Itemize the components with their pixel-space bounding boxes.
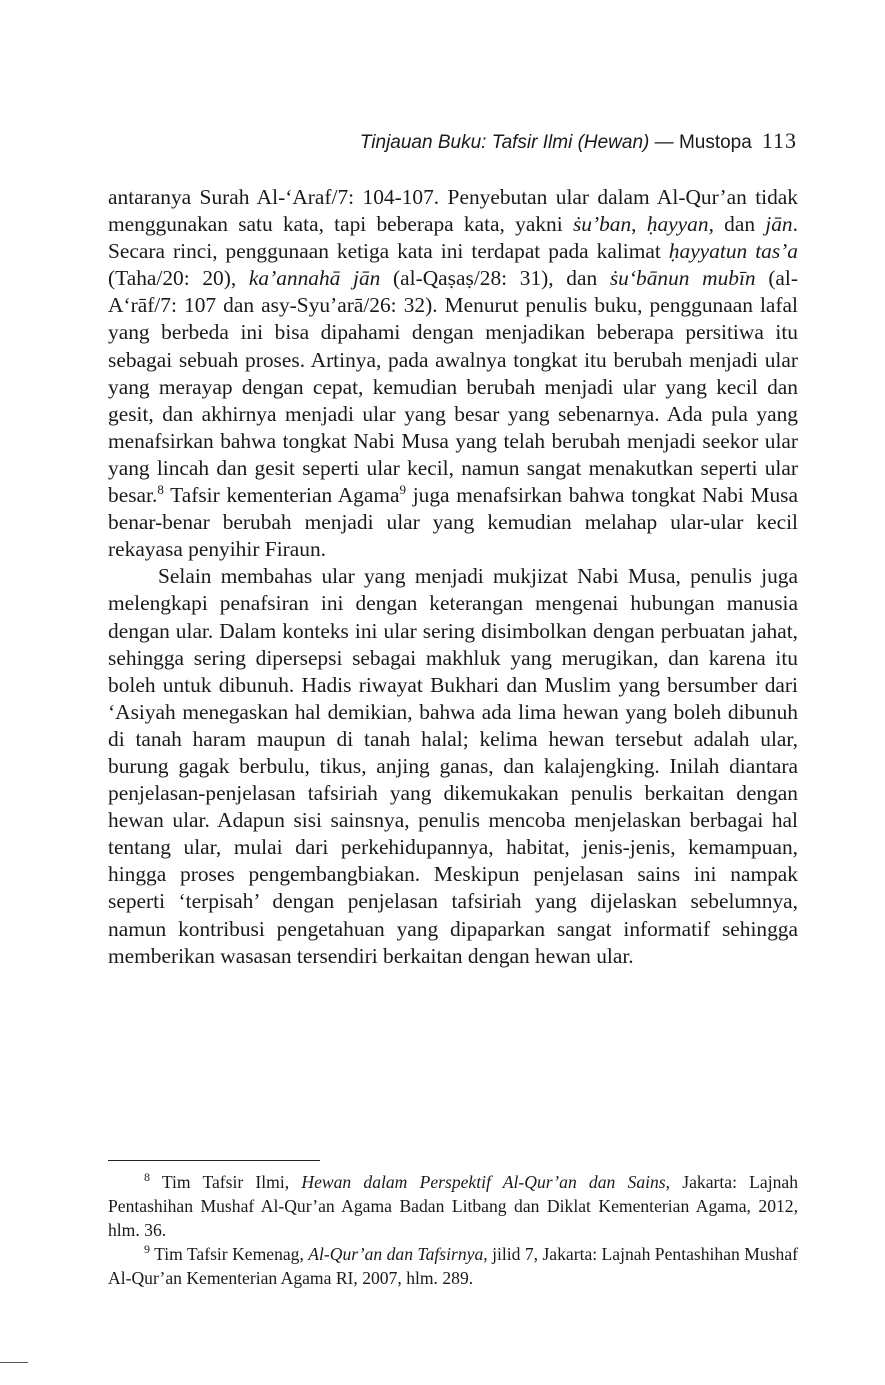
footnote-8 xyxy=(108,1170,798,1242)
transliteration: ṡu’ban xyxy=(572,212,632,237)
transliteration: ṡu‘bānun mubīn xyxy=(609,266,756,291)
footnote-text: , Jakarta: Lajnah Pentashihan Mushaf Al-Qur’an Agama Badan Litbang dan Diklat Kementerian Agama, 2012, hlm. 36. xyxy=(108,1172,799,1240)
running-header xyxy=(360,128,797,154)
page-number: 113 xyxy=(761,128,797,153)
header-author: Mustopa xyxy=(678,132,752,153)
footnote-9 xyxy=(108,1242,798,1290)
footnote-text: Tim Tafsir Ilmi, xyxy=(150,1172,302,1192)
transliteration: ḥayyatun tas’a xyxy=(668,239,798,264)
text-run: (al-Qaṣaṣ/28: 31), dan xyxy=(380,266,610,291)
footnote-title: Al-Qur’an dan Tafsirnya xyxy=(308,1244,484,1264)
footnote-text: , jilid 7, Jakarta: Lajnah Pentashihan Mushaf Al-Qur’an Kementerian Agama RI, 2007, hlm. 289. xyxy=(108,1244,798,1288)
text-run: Tafsir kementerian Agama xyxy=(163,483,400,508)
text-run: , dan xyxy=(708,212,766,237)
paragraph-1 xyxy=(108,184,798,563)
text-run: (al-A‘rāf/7: 107 dan asy-Syu’arā/26: 32). Menurut penulis buku, penggunaan lafal yang berbeda ini bisa dipahami dengan menjadikan beberapa persitiwa itu sebagai sebuah proses. Artinya, pada awalnya tongkat itu berubah menjadi ular yang merayap dengan cepat, kemudian berubah menjadi ular yang kecil dan gesit, dan akhirnya menjadi ular yang besar yang sebenarnya. Ada pula yang menafsirkan bahwa tongkat Nabi Musa yang telah berubah menjadi seekor ular yang lincah dan gesit seperti ular kecil, namun sangat menakutkan seperti ular besar. xyxy=(108,266,798,508)
footnote-ref-9[interactable]: 9 xyxy=(399,482,406,498)
footnote-number: 9 xyxy=(144,1242,150,1256)
paragraph-2: Selain membahas ular yang menjadi mukjizat Nabi Musa, penulis juga melengkapi penafsiran ini dengan keterangan mengenai hubungan manusia dengan ular. Dalam konteks ini ular sering disimbolkan dengan perbuatan jahat, sehingga sering dipersepsi sebagai makhluk yang merugikan, dan karena itu boleh untuk dibunuh. Hadis riwayat Bukhari dan Muslim yang bersumber dari ‘Asiyah menegaskan hal demikian, bahwa ada lima hewan yang boleh dibunuh di tanah haram maupun di tanah halal; kelima hewan tersebut adalah ular, burung gagak berbulu, tikus, anjing ganas, dan kalajengking. Inilah diantara penjelasan-penjelasan tafsiriah yang dikemukakan penulis berkaitan dengan hewan ular. Adapun sisi sainsnya, penulis mencoba menjelaskan berbagai hal tentang ular, mulai dari perkehidupannya, habitat, jenis-jenis, kemampuan, hingga proses pengembangbiakan. Meskipun penjelasan sains ini nampak seperti ‘terpisah’ dengan penjelasan tafsiriah yang dijelaskan sebelumnya, namun kontribusi pengetahuan yang dipaparkan sangat informatif sehingga memberikan wasasan tersendiri berkaitan dengan hewan ular. xyxy=(108,564,798,968)
footnote-number: 8 xyxy=(144,1170,150,1184)
footnote-title: Hewan dalam Perspektif Al-Qur’an dan Sains xyxy=(301,1172,666,1192)
text-run: antaranya Surah Al-‘Araf/7: 104-107. Penyebutan ular dalam Al-Qur’an tidak menggunakan satu kata, tapi beberapa kata, yakni xyxy=(108,185,798,237)
text-run: juga menafsirkan bahwa tongkat Nabi Musa benar-benar berubah menjadi ular yang kemudian melahap ular-ular kecil rekayasa penyihir Firaun. xyxy=(108,483,798,562)
transliteration: ḥayyan xyxy=(646,212,709,237)
text-run: . Secara rinci, penggunaan ketiga kata ini terdapat pada kalimat xyxy=(108,212,798,264)
footnotes xyxy=(108,1170,798,1290)
running-title: Tinjauan Buku: Tafsir Ilmi (Hewan) xyxy=(359,132,650,153)
footnote-text: Tim Tafsir Kemenag, xyxy=(150,1244,309,1264)
header-separator: — xyxy=(649,132,679,153)
text-run: (Taha/20: 20), xyxy=(108,266,249,291)
footnote-divider xyxy=(108,1160,320,1161)
transliteration: jān xyxy=(765,212,793,237)
transliteration: ka’annahā jān xyxy=(248,266,381,291)
scan-crop-mark xyxy=(0,1362,28,1363)
main-text xyxy=(108,184,798,970)
footnote-ref-8[interactable]: 8 xyxy=(157,482,164,498)
text-run: , xyxy=(631,212,647,237)
